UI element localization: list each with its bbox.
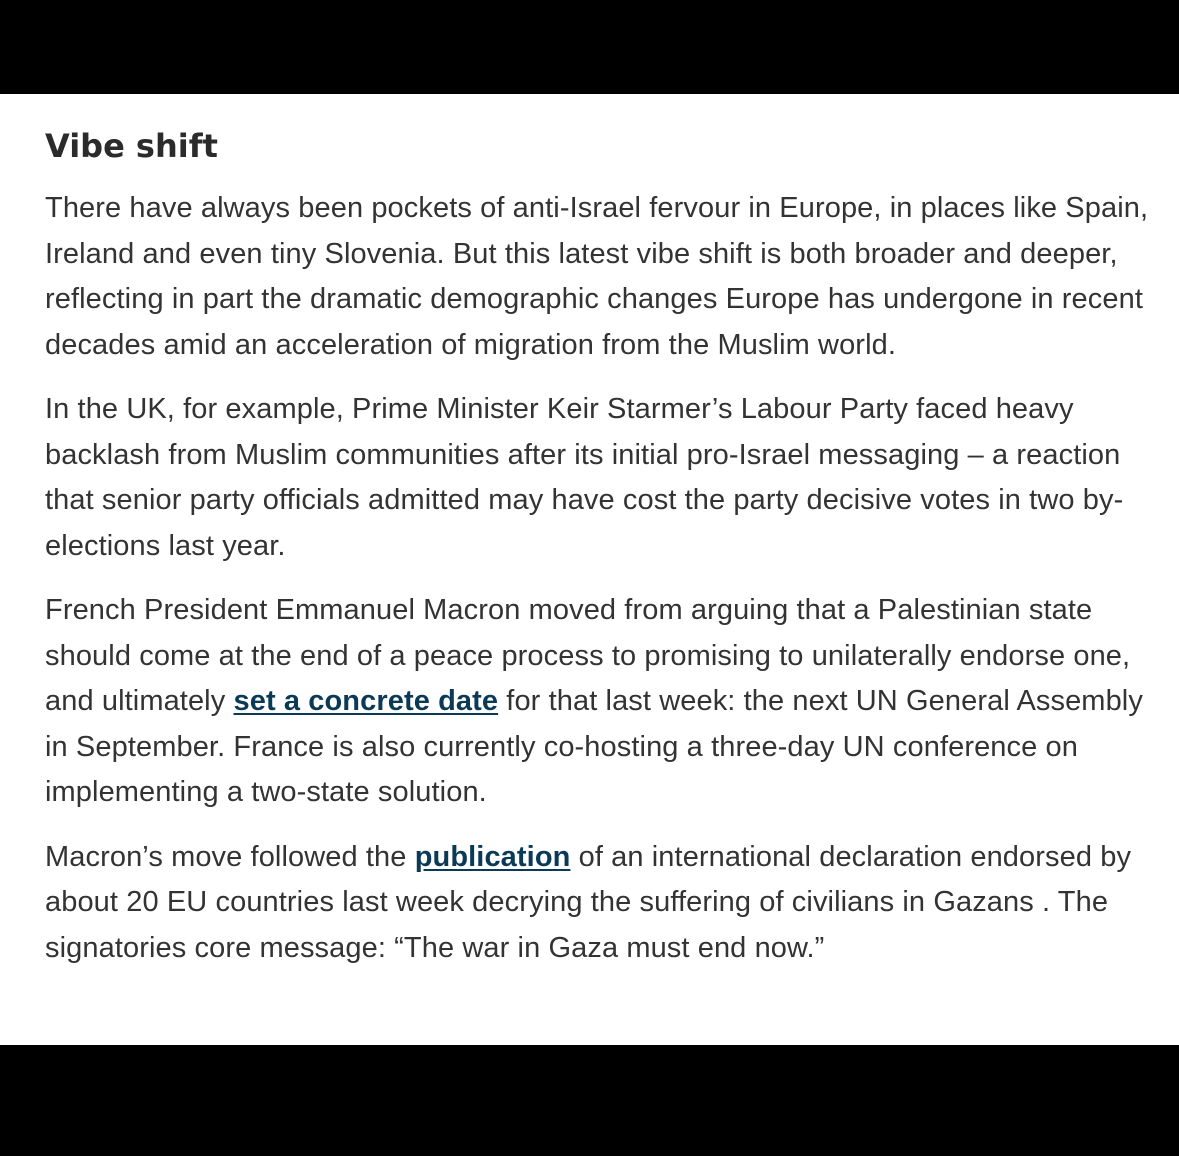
paragraph-4-text-before: Macron’s move followed the — [45, 840, 415, 873]
bottom-black-bar — [0, 1045, 1179, 1156]
paragraph-4-text-after: of an international declaration endorsed by about 20 EU countries last week decrying the suffering of civilians in Gazans . The signatories core message: “The war in Gaza must end now.” — [45, 840, 1132, 964]
paragraph-3-text-before: French President Emmanuel Macron moved from arguing that a Palestinian state should come at the end of a peace process to promising to unilaterally endorse one, and ultimately — [45, 594, 1131, 717]
paragraph-2: In the UK, for example, Prime Minister Keir Starmer’s Labour Party faced heavy backlash from Muslim communities after its initial pro-Israel messaging – a reaction that senior party officials admitted may have cost the party decisive votes in two by-elections last year. — [45, 393, 1124, 562]
paragraph-3-text-after: for that last week: the next UN General Assembly in September. France is also currently co-hosting a three-day UN conference on implementing a two-state solution. — [45, 685, 1143, 808]
paragraph-1: There have always been pockets of anti-Israel fervour in Europe, in places like Spain, Ireland and even tiny Slovenia. But this latest vibe shift is both broader and deeper, reflecting in part the dramatic demographic changes Europe has undergone in recent decades amid an acceleration of migration from the Muslim world. — [45, 192, 1149, 361]
set-concrete-date-link[interactable]: set a concrete date — [233, 685, 499, 717]
publication-link[interactable]: publication — [414, 840, 571, 873]
section-heading: Vibe shift — [45, 127, 218, 165]
top-black-bar — [0, 0, 1179, 94]
article-body — [0, 94, 1179, 1045]
paragraph-4 — [45, 835, 1165, 972]
paragraph-3 — [45, 588, 1165, 816]
